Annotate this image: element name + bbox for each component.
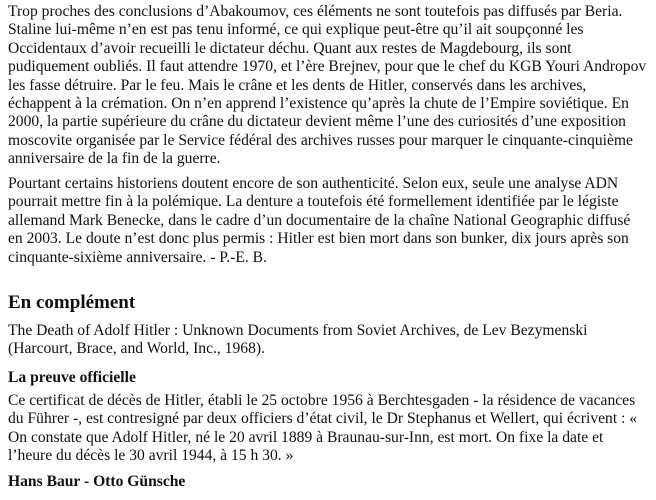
names-heading: Hans Baur - Otto Günsche [8, 473, 186, 490]
proof-paragraph: Ce certificat de décès de Hitler, établi le 25 octobre 1956 à Berchtesgaden - la résidence de vacances du Führer -, est contresigné par deux officiers d’état civil, le Dr Stephanus et Wellert, qui écrivent : « On constate que Adolf Hitler, né le 20 avril 1889 à Braunau-sur-Inn, est mort. On fixe la date et l’heure du décès le 30 avril 1944, à 15 h 30. » [8, 392, 638, 465]
article-paragraph-2: Pourtant certains historiens doutent encore de son authenticité. Selon eux, seule une analyse ADN pourrait mettre fin à la polémique. La denture a toutefois été formellement identifiée par le légiste allemand Mark Benecke, dans le cadre d’un documentaire de la chaîne National Geographic diffusé en 2003. Le doute n’est donc plus permis : Hitler est bien mort dans son bunker, dix jours après son cinquante-sixième anniversaire. - P.-E. B. [8, 175, 631, 266]
article-paragraph-1: Trop proches des conclusions d’Abakoumov, ces éléments ne sont toutefois pas diffusés par Beria. Staline lui-même n’en est pas tenu informé, ce qui explique peut-être qu’il ait soupçonné les Occidentaux d’avoir recueilli le dictateur déchu. Quant aux restes de Magdebourg, ils sont pudiquement oubliés. Il faut attendre 1970, et l’ère Brejnev, pour que le chef du KGB Youri Andropov les fasse détruire. Par le feu. Mais le crâne et les dents de Hitler, conservés dans les archives, échappent à la crémation. On n’en apprend l’existence qu’après la chute de l’Empire soviétique. En 2000, la partie supérieure du crâne du dictateur devient même l’une des curiosités d’une exposition moscovite organisée par le Service fédéral des archives russes pour marquer le cinquante-cinquième anniversaire de la fin de la guerre. [8, 3, 647, 168]
proof-heading: La preuve officielle [8, 369, 136, 386]
complement-heading: En complément [8, 292, 136, 313]
reference-citation: The Death of Adolf Hitler : Unknown Documents from Soviet Archives, de Lev Bezymenski (Harcourt, Brace, and World, Inc., 1968). [8, 322, 588, 358]
